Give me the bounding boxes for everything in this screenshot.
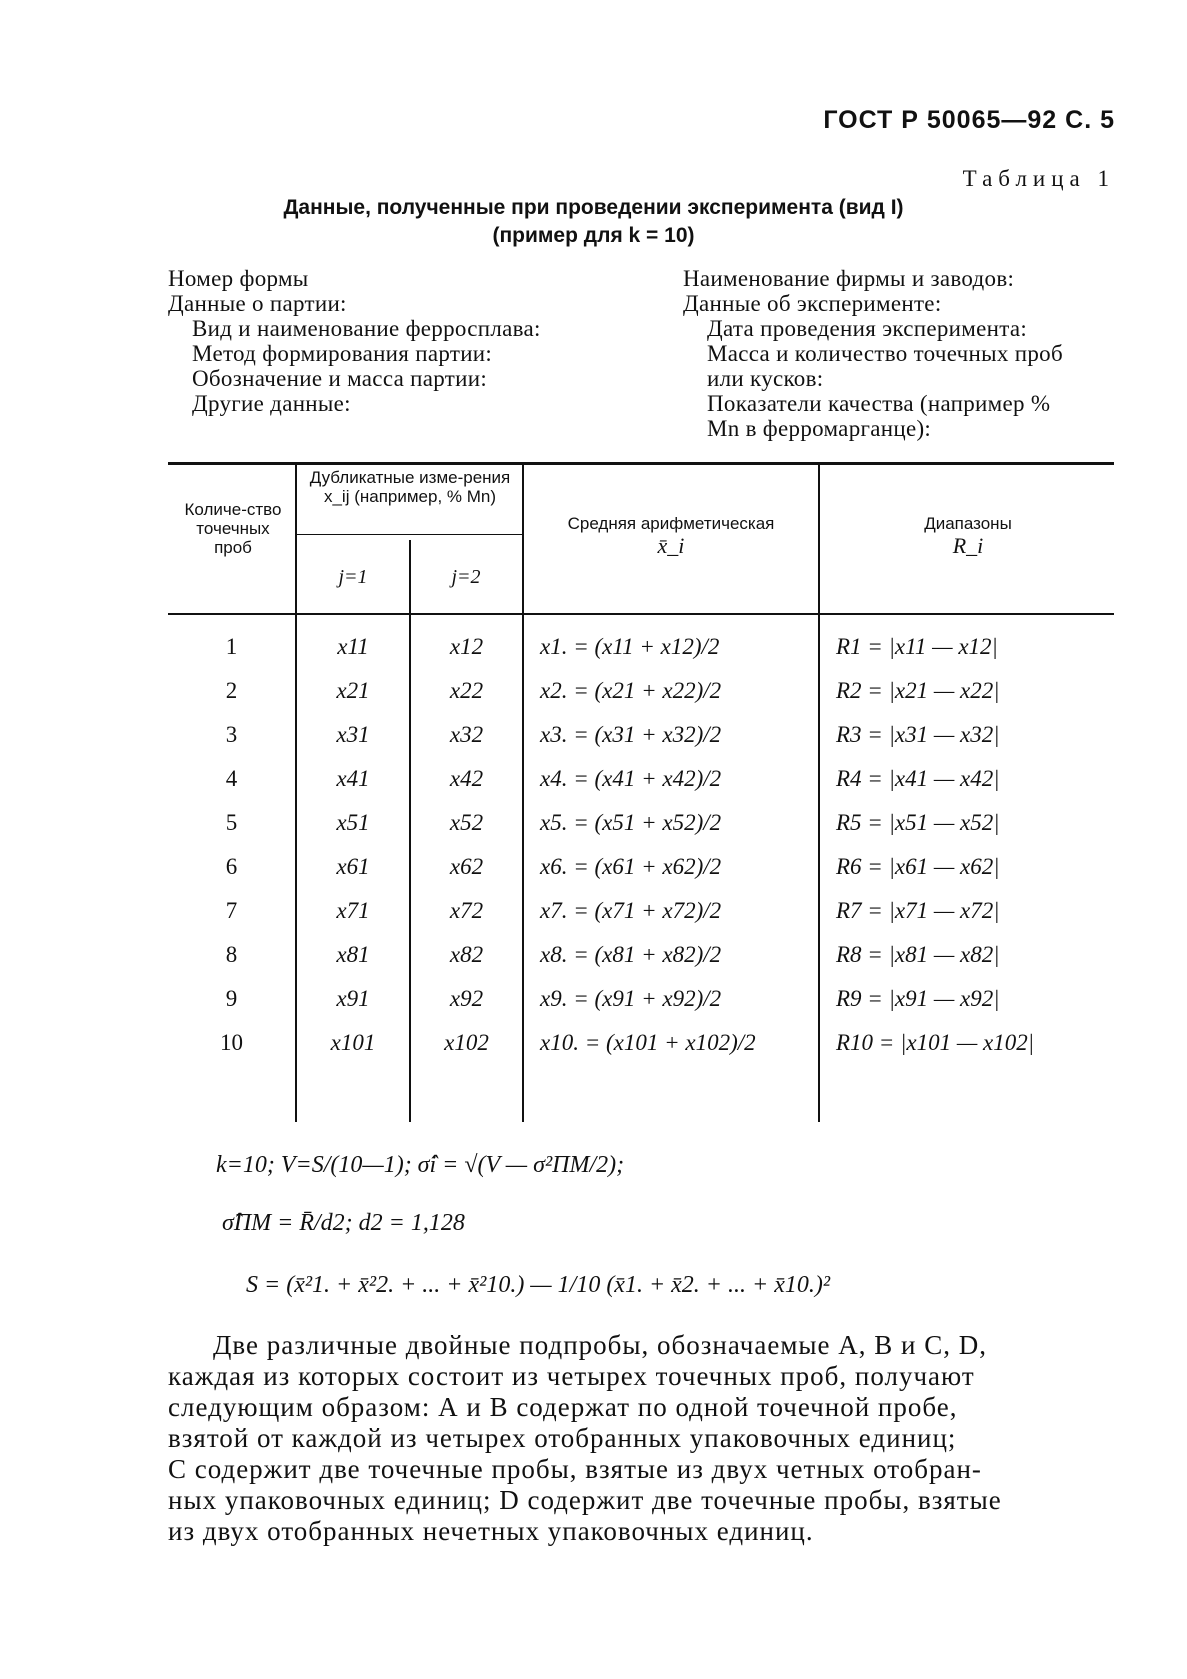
meta-item: Другие данные: xyxy=(192,391,351,416)
row-count: 3 xyxy=(225,722,238,747)
row-x1: x91 xyxy=(336,986,370,1011)
formula-sigma-pm: σ̂ПМ = R̄/d2; d2 = 1,128 xyxy=(222,1210,465,1236)
meta-item: Показатели качества (например % xyxy=(707,391,1051,416)
row-x2: x22 xyxy=(449,678,484,703)
row-mean: x4. = (x41 + x42)/2 xyxy=(540,766,722,791)
row-count: 7 xyxy=(225,898,238,923)
col-header-range-symbol: R_i xyxy=(952,533,984,558)
row-count: 1 xyxy=(225,634,238,659)
col-header-range: Диапазоны xyxy=(924,514,1012,533)
table-row xyxy=(0,1024,1187,1068)
row-mean: x7. = (x71 + x72)/2 xyxy=(540,898,722,923)
col-header-j2: j=2 xyxy=(451,566,481,588)
row-range: R5 = |x51 — x52| xyxy=(836,810,1000,835)
table-row xyxy=(0,628,1187,672)
row-x2: x72 xyxy=(449,898,484,923)
col-header-dup: Дубликатные изме-рения x_ij (например, % Mn) xyxy=(309,468,511,506)
table-row xyxy=(0,672,1187,716)
table-top-rule xyxy=(168,462,1114,465)
row-x1: x61 xyxy=(336,854,370,879)
meta-item: Вид и наименование ферросплава: xyxy=(192,316,541,341)
table-subtitle: (пример для k = 10) xyxy=(492,224,695,247)
meta-item: или кусков: xyxy=(707,366,824,391)
meta-item: Дата проведения эксперимента: xyxy=(707,316,1028,341)
paragraph-line: С содержит две точечные пробы, взятые из двух четных отобран- xyxy=(168,1454,982,1484)
left-meta xyxy=(168,266,541,416)
table-row xyxy=(0,760,1187,804)
row-x1: x41 xyxy=(336,766,370,791)
meta-item: Обозначение и масса партии: xyxy=(192,366,488,391)
row-x1: x101 xyxy=(330,1030,376,1055)
col-header-count: Количе-ство точечных проб xyxy=(184,500,282,557)
row-x1: x81 xyxy=(336,942,370,967)
row-range: R1 = |x11 — x12| xyxy=(836,634,998,659)
table-row xyxy=(0,848,1187,892)
right-meta xyxy=(683,266,1063,441)
row-x1: x31 xyxy=(336,722,370,747)
row-mean: x9. = (x91 + x92)/2 xyxy=(540,986,722,1011)
subhead-rule xyxy=(297,534,522,535)
paragraph-line: следующим образом: А и В содержат по одной точечной пробе, xyxy=(168,1392,958,1422)
row-x2: x92 xyxy=(449,986,484,1011)
row-range: R9 = |x91 — x92| xyxy=(836,986,1000,1011)
row-mean: x5. = (x51 + x52)/2 xyxy=(540,810,722,835)
meta-item: Данные о партии: xyxy=(168,291,347,316)
table-row xyxy=(0,980,1187,1024)
col-header-mean: Средняя арифметическая xyxy=(567,514,775,533)
table-row xyxy=(0,804,1187,848)
row-range: R6 = |x61 — x62| xyxy=(836,854,1000,879)
meta-item: Наименование фирмы и заводов: xyxy=(683,266,1015,291)
row-mean: x8. = (x81 + x82)/2 xyxy=(540,942,722,967)
table-head-rule xyxy=(168,613,1114,615)
row-count: 10 xyxy=(220,1030,243,1055)
col-header-j1: j=1 xyxy=(338,566,368,588)
row-mean: x2. = (x21 + x22)/2 xyxy=(540,678,722,703)
row-mean: x6. = (x61 + x62)/2 xyxy=(540,854,722,879)
row-count: 8 xyxy=(225,942,238,967)
row-x1: x71 xyxy=(336,898,370,923)
col-header-mean-symbol: x̄_i xyxy=(657,533,685,558)
row-mean: x1. = (x11 + x12)/2 xyxy=(540,634,720,659)
row-count: 9 xyxy=(225,986,238,1011)
formula-s: S = (x̄²1. + x̄²2. + ... + x̄²10.) — 1/10 (x̄1. + x̄2. + ... + x̄10.)² xyxy=(246,1272,831,1298)
table-label: Таблица 1 xyxy=(962,166,1115,191)
row-range: R4 = |x41 — x42| xyxy=(836,766,1000,791)
row-range: R2 = |x21 — x22| xyxy=(836,678,1000,703)
row-x2: x12 xyxy=(449,634,484,659)
meta-item: Данные об эксперименте: xyxy=(683,291,942,316)
row-x2: x52 xyxy=(449,810,484,835)
row-range: R10 = |x101 — x102| xyxy=(836,1030,1035,1055)
paragraph-line: каждая из которых состоит из четырех точечных проб, получают xyxy=(168,1361,975,1391)
formula-variance: k=10; V=S/(10—1); σ̂i = √(V — σ²ПМ/2); xyxy=(216,1152,625,1178)
row-x1: x51 xyxy=(336,810,370,835)
paragraph-line: взятой от каждой из четырех отобранных упаковочных единиц; xyxy=(168,1423,957,1453)
paragraph-line: ных упаковочных единиц; D содержит две точечные пробы, взятые xyxy=(168,1485,1002,1515)
row-range: R3 = |x31 — x32| xyxy=(836,722,1000,747)
page-header: ГОСТ Р 50065—92 С. 5 xyxy=(823,106,1115,134)
row-count: 2 xyxy=(225,678,238,703)
row-x2: x62 xyxy=(449,854,484,879)
row-count: 4 xyxy=(225,766,238,791)
body-paragraph xyxy=(168,1330,1118,1547)
table-row xyxy=(0,936,1187,980)
row-mean: x10. = (x101 + x102)/2 xyxy=(540,1030,756,1055)
row-x2: x102 xyxy=(444,1030,489,1055)
meta-item: Масса и количество точечных проб xyxy=(707,341,1063,366)
meta-item: Номер формы xyxy=(168,266,309,291)
row-range: R7 = |x71 — x72| xyxy=(836,898,1000,923)
row-range: R8 = |x81 — x82| xyxy=(836,942,1000,967)
row-mean: x3. = (x31 + x32)/2 xyxy=(540,722,722,747)
table-row xyxy=(0,892,1187,936)
table-row xyxy=(0,716,1187,760)
row-x2: x32 xyxy=(449,722,484,747)
table-title: Данные, полученные при проведении эксперимента (вид I) xyxy=(283,196,904,219)
meta-item: Метод формирования партии: xyxy=(192,341,493,366)
row-count: 6 xyxy=(225,854,238,879)
row-x2: x42 xyxy=(449,766,484,791)
paragraph-line: Две различные двойные подпробы, обозначаемые А, В и С, D, xyxy=(213,1330,988,1360)
row-x2: x82 xyxy=(449,942,484,967)
row-x1: x11 xyxy=(337,634,369,659)
row-x1: x21 xyxy=(336,678,370,703)
meta-item: Mn в ферромарганце): xyxy=(707,416,932,441)
row-count: 5 xyxy=(225,810,238,835)
paragraph-line: из двух отобранных нечетных упаковочных единиц. xyxy=(168,1516,814,1546)
